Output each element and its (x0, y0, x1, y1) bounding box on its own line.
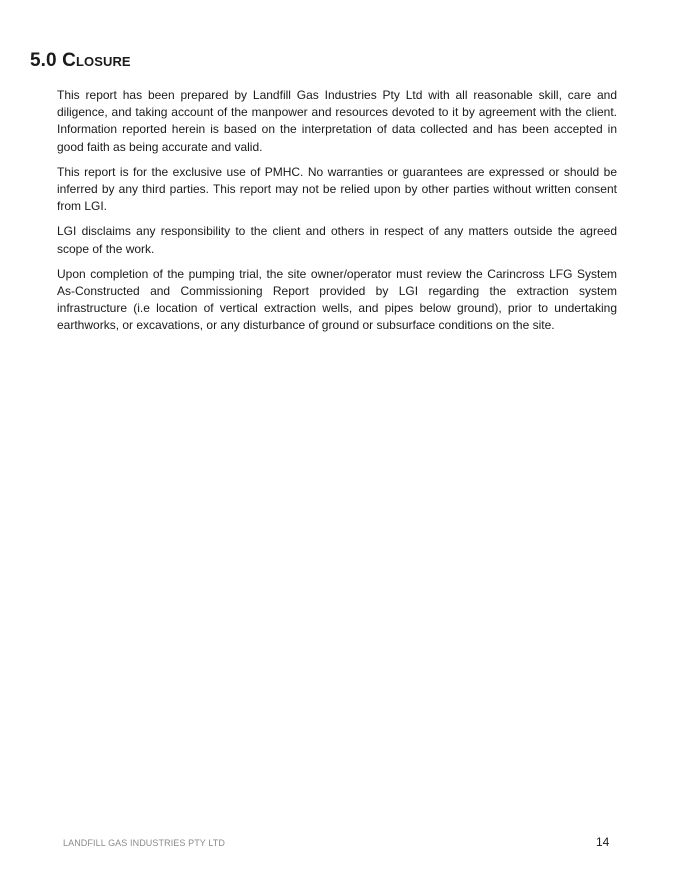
section-title-rest: losure (75, 50, 131, 71)
section-title-initial: C (62, 50, 76, 71)
section-body (57, 87, 617, 343)
paragraph-disclaimer: LGI disclaims any responsibility to the client and others in respect of any matters outside the agreed scope of the work. (57, 224, 617, 256)
footer-page-number: 14 (596, 835, 610, 849)
section-number: 5.0 (30, 50, 57, 71)
section-heading (30, 50, 131, 72)
paragraph-site-review: Upon completion of the pumping trial, the site owner/operator must review the Carincross LFG System As-Constructed and Commissioning Report provided by LGI regarding the extraction system infrastructure (i.e location of vertical extraction wells, and pipes below ground), prior to undertaking earthworks, or excavations, or any disturbance of ground or subsurface conditions on the site. (57, 266, 617, 333)
footer-company-name: LANDFILL GAS INDUSTRIES PTY LTD (63, 838, 225, 848)
paragraph-preparation: This report has been prepared by Landfill Gas Industries Pty Ltd with all reasonable skill, care and diligence, and taking account of the manpower and resources devoted to it by agreement with the client. Information reported herein is based on the interpretation of data collected and has been accepted in good faith as being accurate and valid. (57, 88, 617, 154)
paragraph-exclusive-use: This report is for the exclusive use of PMHC. No warranties or guarantees are expressed or should be inferred by any third parties. This report may not be relied upon by other parties without written consent from LGI. (57, 164, 617, 214)
